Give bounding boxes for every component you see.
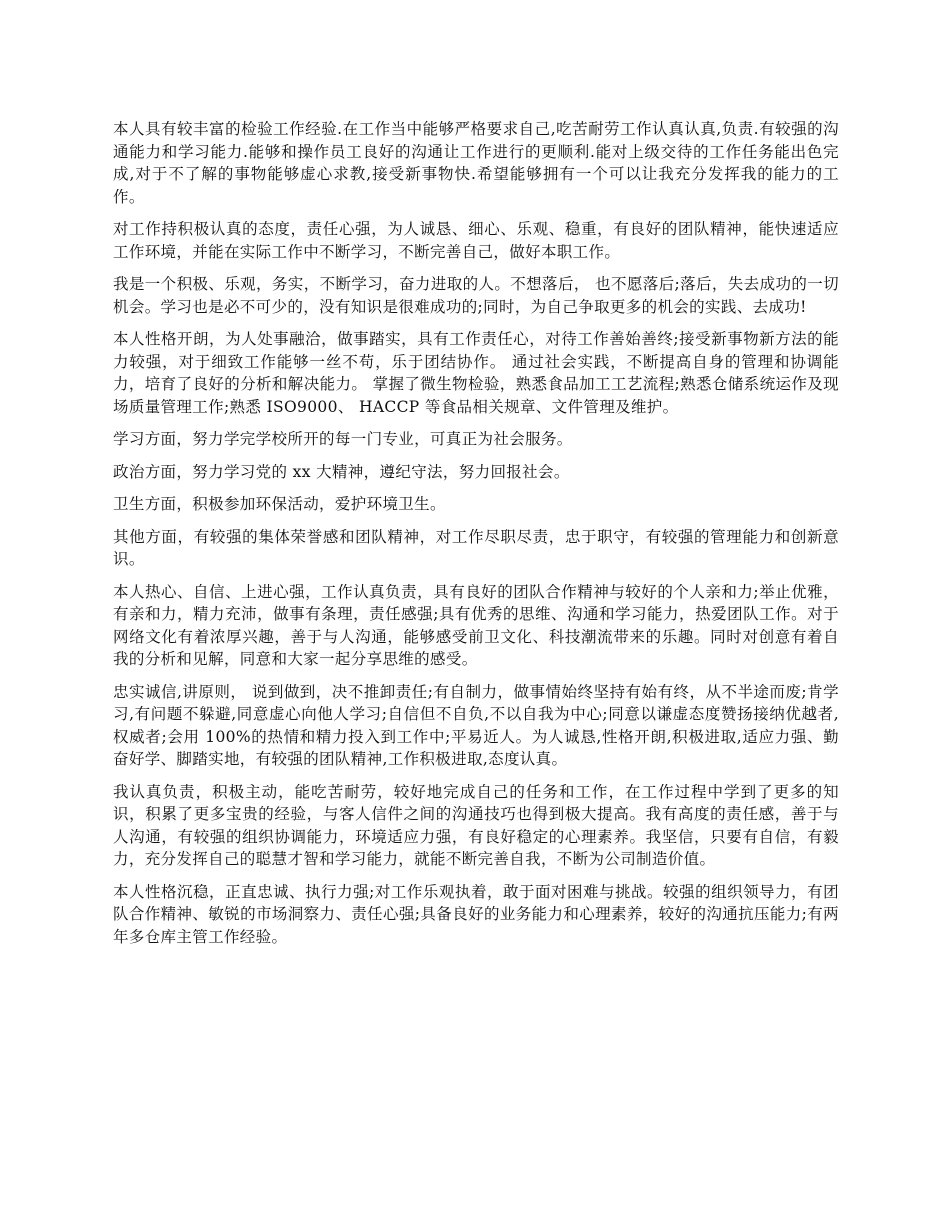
- paragraph-1: 本人具有较丰富的检验工作经验.在工作当中能够严格要求自己,吃苦耐劳工作认真认真,负责.有较强的沟通能力和学习能力.能够和操作员工良好的沟通让工作进行的更顺利.能对上级交待的工作任务能出色完成,对于不了解的事物能够虚心求教,接受新事物快.希望能够拥有一个可以让我充分发挥我的能力的工作。: [113, 120, 839, 206]
- paragraph-10: 忠实诚信,讲原则， 说到做到，决不推卸责任;有自制力，做事情始终坚持有始有终，从不半途而废;肯学习,有问题不躲避,同意虚心向他人学习;自信但不自负,不以自我为中心;同意以谦虚态度赞扬接纳优越者,权威者;会用 100%的热情和精力投入到工作中;平易近人。为人诚恳,性格开朗,积极进取,适应力强、勤奋好学、脚踏实地，有较强的团队精神,工作积极进取,态度认真。: [113, 682, 839, 768]
- paragraph-5: 学习方面，努力学完学校所开的每一门专业，可真正为社会服务。: [113, 430, 573, 448]
- paragraph-12: 本人性格沉稳，正直忠诚、执行力强;对工作乐观执着，敢于面对困难与挑战。较强的组织领导力，有团队合作精神、敏锐的市场洞察力、责任心强;具备良好的业务能力和心理素养，较好的沟通抗压能力;有两年多仓库主管工作经验。: [113, 882, 839, 946]
- paragraph-9: 本人热心、自信、上进心强，工作认真负责，具有良好的团队合作精神与较好的个人亲和力;举止优雅，有亲和力，精力充沛，做事有条理，责任感强;具有优秀的思维、沟通和学习能力，热爱团队工作。对于网络文化有着浓厚兴趣，善于与人沟通，能够感受前卫文化、科技潮流带来的乐趣。同时对创意有着自我的分析和见解，同意和大家一起分享思维的感受。: [113, 582, 839, 668]
- paragraph-3: 我是一个积极、乐观，务实，不断学习，奋力进取的人。不想落后， 也不愿落后;落后，失去成功的一切机会。学习也是必不可少的，没有知识是很难成功的;同时，为自己争取更多的机会的实践、去成功!: [113, 275, 839, 316]
- paragraph-11: 我认真负责，积极主动，能吃苦耐劳，较好地完成自己的任务和工作，在工作过程中学到了更多的知识，积累了更多宝贵的经验，与客人信件之间的沟通技巧也得到极大提高。我有高度的责任感，善于与人沟通，有较强的组织协调能力，环境适应力强，有良好稳定的心理素养。我坚信，只要有自信，有毅力，充分发挥自己的聪慧才智和学习能力，就能不断完善自我，不断为公司制造价值。: [113, 782, 839, 868]
- paragraph-2: 对工作持积极认真的态度，责任心强，为人诚恳、细心、乐观、稳重，有良好的团队精神，能快速适应工作环境，并能在实际工作中不断学习，不断完善自己，做好本职工作。: [113, 220, 839, 261]
- paragraph-6: 政治方面，努力学习党的 xx 大精神，遵纪守法，努力回报社会。: [113, 462, 570, 481]
- paragraph-8: 其他方面，有较强的集体荣誉感和团队精神，对工作尽职尽责，忠于职守，有较强的管理能力和创新意识。: [113, 527, 839, 568]
- paragraph-4: 本人性格开朗，为人处事融洽，做事踏实，具有工作责任心，对待工作善始善终;接受新事物新方法的能力较强，对于细致工作能够一丝不苟，乐于团结协作。 通过社会实践，不断提高自身的管理和协调能力，培育了良好的分析和解决能力。 掌握了微生物检验，熟悉食品加工工艺流程;熟悉仓储系统运作及现场质量管理工作;熟悉 ISO9000、 HACCP 等食品相关规章、文件管理及维护。: [113, 330, 839, 416]
- document-body: [113, 118, 839, 958]
- paragraph-7: 卫生方面，积极参加环保活动，爱护环境卫生。: [113, 495, 446, 513]
